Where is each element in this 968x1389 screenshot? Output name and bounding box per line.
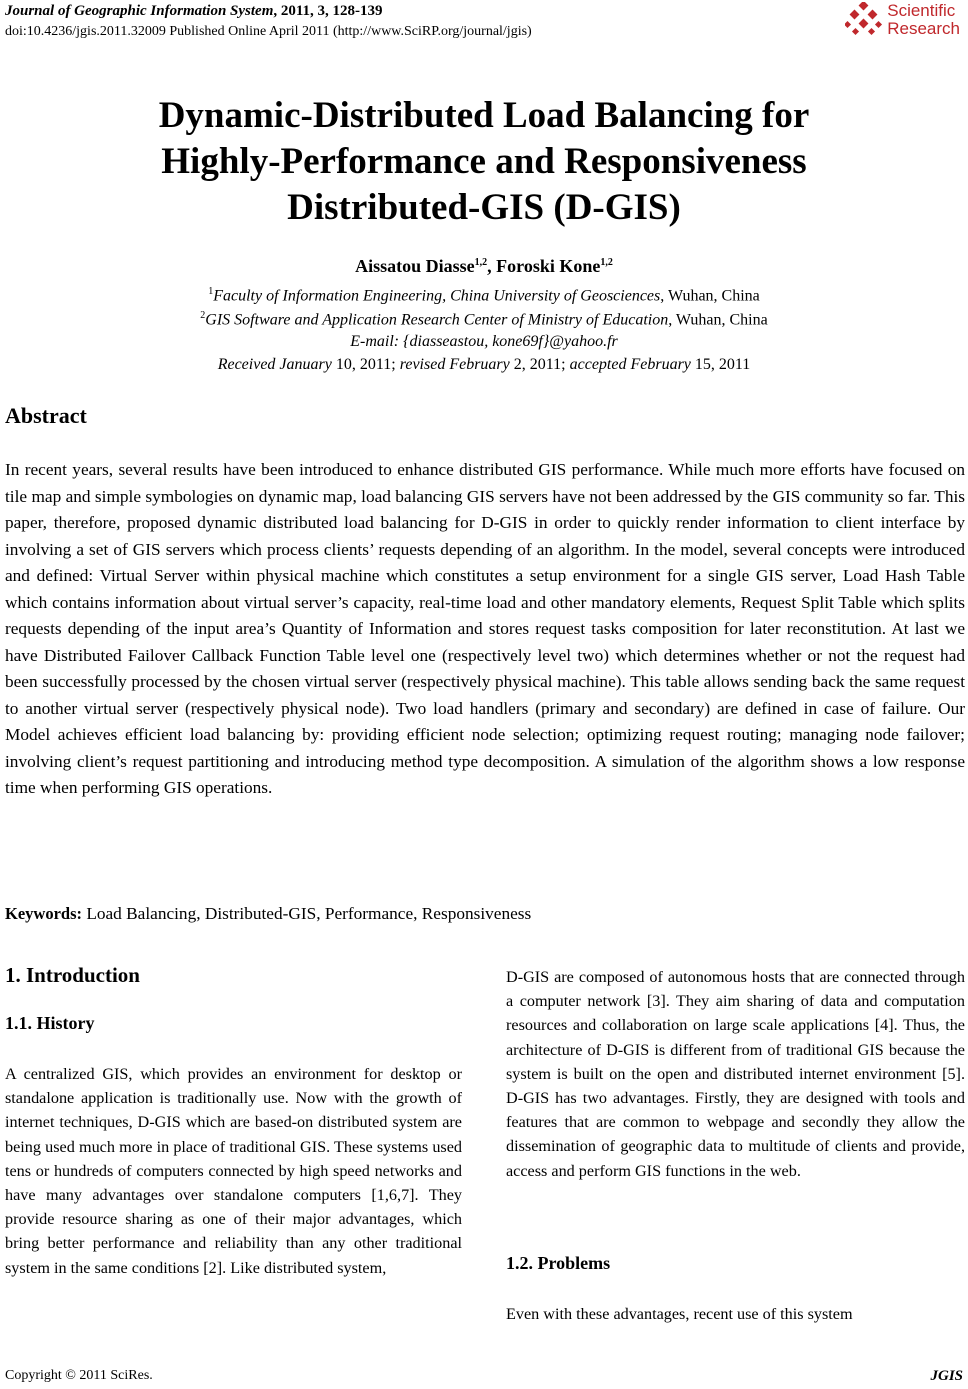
left-column-paragraph: A centralized GIS, which provides an environment for desktop or standalone application is traditionally use. Now with the growth of internet techniques, D-GIS which are based-on distributed system are being used much more in place of traditional GIS. These systems used tens or hundreds of computers connected by high speed networks and have many advantages over standalone computers [1,6,7]. They provide resource sharing as one of their major advantages, which bring better performance and reliability than any other traditional system in the same conditions [2]. Like distributed system, [5, 1065, 462, 1277]
author-2-affil: 1,2 [600, 257, 613, 268]
received-value: 10, 2011; [331, 356, 400, 373]
subsection-heading-problems: 1.2. Problems [506, 1253, 611, 1273]
title-line-1: Dynamic-Distributed Load Balancing for [158, 95, 810, 136]
publisher-logo [845, 2, 960, 38]
accepted-value: 15, 2011 [690, 356, 751, 373]
footer-journal-abbr: JGIS [930, 1368, 963, 1384]
affiliation-1-location: , Wuhan, China [660, 287, 760, 305]
revised-value: 2, 2011; [509, 356, 570, 373]
affiliation-2-mark: 2 [200, 310, 206, 321]
email-value: : {diasseastou, kone69f}@yahoo.fr [393, 333, 618, 350]
affiliation-1-name: Faculty of Information Engineering, China University of Geosciences [213, 287, 661, 305]
journal-name: Journal of Geographic Information System [5, 3, 274, 19]
journal-citation [5, 3, 383, 20]
author-1: Aissatou Diasse [355, 256, 475, 276]
section-heading-introduction: 1. Introduction [5, 963, 140, 987]
logo-text-line2: Research [887, 19, 960, 38]
author-1-affil: 1,2 [474, 257, 488, 268]
keywords-line [5, 904, 531, 924]
author-list [0, 256, 968, 277]
publisher-logo-icon [845, 2, 883, 38]
affiliation-2-name: GIS Software and Application Research Center of Ministry of Education [205, 311, 669, 329]
footer-copyright: Copyright © 2011 SciRes. [5, 1368, 153, 1383]
logo-text-line1: Scientific [887, 1, 956, 20]
title-line-3: Distributed-GIS (D-GIS) [287, 187, 681, 228]
journal-volume: , 2011, 3, 128-139 [273, 3, 383, 19]
revised-label: revised February [399, 356, 510, 373]
keywords-label: Keywords: [5, 904, 82, 923]
received-label: Received January [217, 356, 332, 373]
right-column-paragraph-2: Even with these advantages, recent use of this system [506, 1305, 853, 1323]
doi-line: doi:10.4236/jgis.2011.32009 Published Online April 2011 (http://www.SciRP.org/journal/jgis) [5, 24, 532, 39]
email-line [0, 333, 968, 351]
keywords-list: Load Balancing, Distributed-GIS, Performance, Responsiveness [82, 904, 532, 923]
affiliation-2 [0, 310, 968, 329]
abstract-heading: Abstract [5, 403, 87, 428]
abstract-text: In recent years, several results have been introduced to enhance distributed GIS performance. While much more efforts have focused on tile map and simple symbologies on dynamic map, load balancing GIS servers have not been addressed by the GIS community so far. This paper, therefore, proposed dynamic distributed load balancing for D-GIS in order to quickly render information to client interface by involving a set of GIS servers which process clients’ requests depending of an algorithm. In the model, several concepts were introduced and defined: Virtual Server within physical machine which constitutes a setup environment for a single GIS server, Load Hash Table which contains information about virtual server’s capacity, real-time load and other mandatory elements, Request Split Table which splits requests depending of the input area’s Quantity of Information and stores request tasks composition for later reconstitution. At last we have Distributed Failover Callback Function Table level one (respectively level two) which determines whether or not the request had been successfully processed by the chosen virtual server (respectively physical machine). This table allows sending back the same request to another virtual server (respectively physical node). Two load handlers (primary and secondary) are defined in case of failure. Our Model achieves efficient load balancing by: providing efficient node selection; optimizing request routing; managing node failover; involving client’s request partitioning and introducing method type decomposition. A simulation of the algorithm shows a low response time when performing GIS operations. [5, 460, 965, 797]
affiliation-1-mark: 1 [208, 286, 214, 297]
subsection-heading-history: 1.1. History [5, 1013, 95, 1033]
author-2: Foroski Kone [496, 256, 601, 276]
affiliation-2-location: , Wuhan, China [668, 311, 768, 329]
right-column-paragraph: D-GIS are composed of autonomous hosts that are connected through a computer network [3]. They aim sharing of data and computation resources and collaboration on large scale applications [4]. Thus, the architecture of D-GIS is different from of traditional GIS because the system is built on the open and distributed internet environment [5]. D-GIS has two advantages. Firstly, they are designed with tools and features that are common to webpage and secondly they allow the dissemination of geographic data to multitude of clients and provide, access and perform GIS functions in the web. [506, 968, 965, 1180]
accepted-label: accepted February [569, 356, 691, 373]
author-separator: , [487, 256, 497, 276]
dates-line [0, 356, 968, 374]
paper-title [0, 93, 968, 231]
affiliation-1 [0, 286, 968, 305]
email-label: E-mail [350, 333, 394, 350]
title-line-2: Highly-Performance and Responsiveness [161, 141, 807, 182]
